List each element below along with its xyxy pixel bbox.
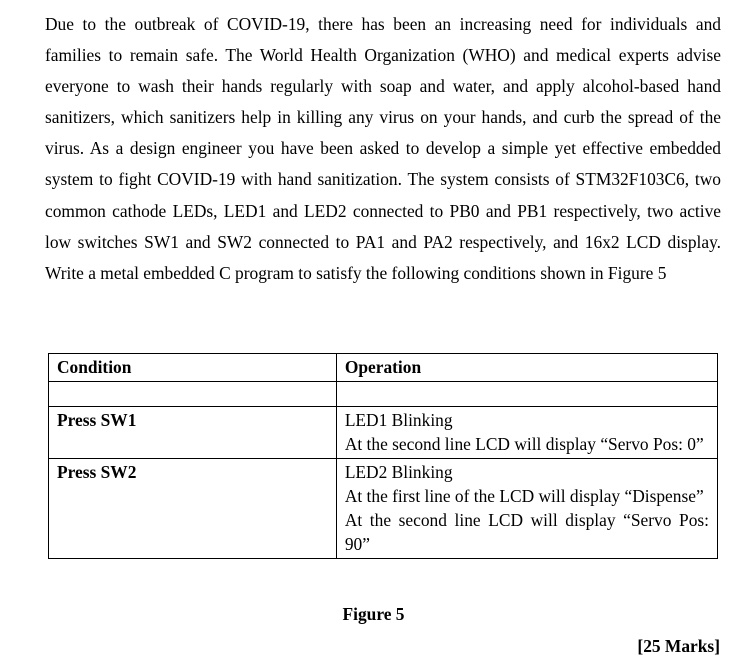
condition-cell: Press SW2 (49, 459, 337, 559)
question-paragraph (45, 9, 721, 289)
header-condition: Condition (49, 354, 337, 382)
operation-line: At the first line of the LCD will display “Dispense” (344, 486, 704, 506)
operation-cell (336, 459, 717, 559)
empty-cell (336, 382, 717, 407)
paragraph-line: system to fight COVID-19 with hand sanitization. The system consists of STM32F103C6, two (45, 169, 721, 190)
paragraph-line: common cathode LEDs, LED1 and LED2 connected to PB0 and PB1 respectively, two active (45, 200, 721, 221)
empty-cell (49, 382, 337, 407)
table-header-row (49, 354, 718, 382)
paragraph-line: low switches SW1 and SW2 connected to PA1 and PA2 respectively, and 16x2 LCD display. (45, 231, 721, 252)
table-empty-row (49, 382, 718, 407)
condition-cell: Press SW1 (49, 407, 337, 459)
figure-caption: Figure 5 (342, 604, 405, 624)
header-operation: Operation (336, 354, 717, 382)
table-row (49, 459, 718, 559)
paragraph-line: families to remain safe. The World Health Organization (WHO) and medical experts advise (45, 45, 721, 66)
paragraph-line: everyone to wash their hands regularly with soap and water, and apply alcohol-based hand (45, 76, 721, 97)
operation-line: At the second line LCD will display “Servo Pos: 0” (344, 434, 704, 454)
paragraph-line: sanitizers, which sanitizers help in killing any virus on your hands, and curb the spread of the (45, 107, 721, 128)
operation-cell (336, 407, 717, 459)
operation-line: LED1 Blinking (344, 410, 453, 430)
paragraph-line: Write a metal embedded C program to satisfy the following conditions shown in Figure 5 (45, 262, 667, 283)
table-row (49, 407, 718, 459)
operation-line: LED2 Blinking (344, 462, 453, 482)
paragraph-line: Due to the outbreak of COVID-19, there has been an increasing need for individuals and (45, 14, 721, 34)
conditions-table (48, 353, 718, 559)
paragraph-line: virus. As a design engineer you have been asked to develop a simple yet effective embedded (45, 138, 721, 159)
marks-label: [25 Marks] (637, 636, 720, 656)
operation-line: At the second line LCD will display “Servo Pos: 90” (344, 510, 709, 554)
